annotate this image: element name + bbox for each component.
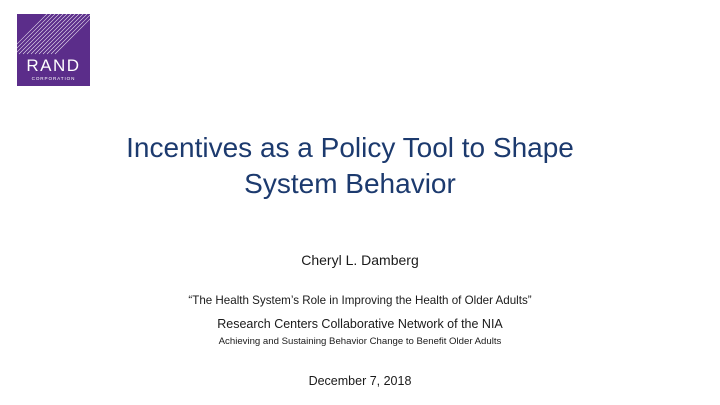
logo-subtitle: CORPORATION [31, 76, 76, 81]
session-title: “The Health System’s Role in Improving the Health of Older Adults” [188, 294, 532, 307]
slide-title [40, 130, 660, 202]
author-name: Cheryl L. Damberg [301, 252, 419, 268]
meeting-name: Achieving and Sustaining Behavior Change to Benefit Older Adults [218, 336, 502, 347]
network-name: Research Centers Collaborative Network of the NIA [217, 317, 503, 331]
presentation-date: December 7, 2018 [308, 374, 412, 388]
rand-logo [17, 14, 90, 86]
slide-title-line-2: System Behavior [244, 168, 456, 199]
logo-name: RAND [26, 56, 81, 75]
slide-title-line-1: Incentives as a Policy Tool to Shape [126, 132, 574, 163]
